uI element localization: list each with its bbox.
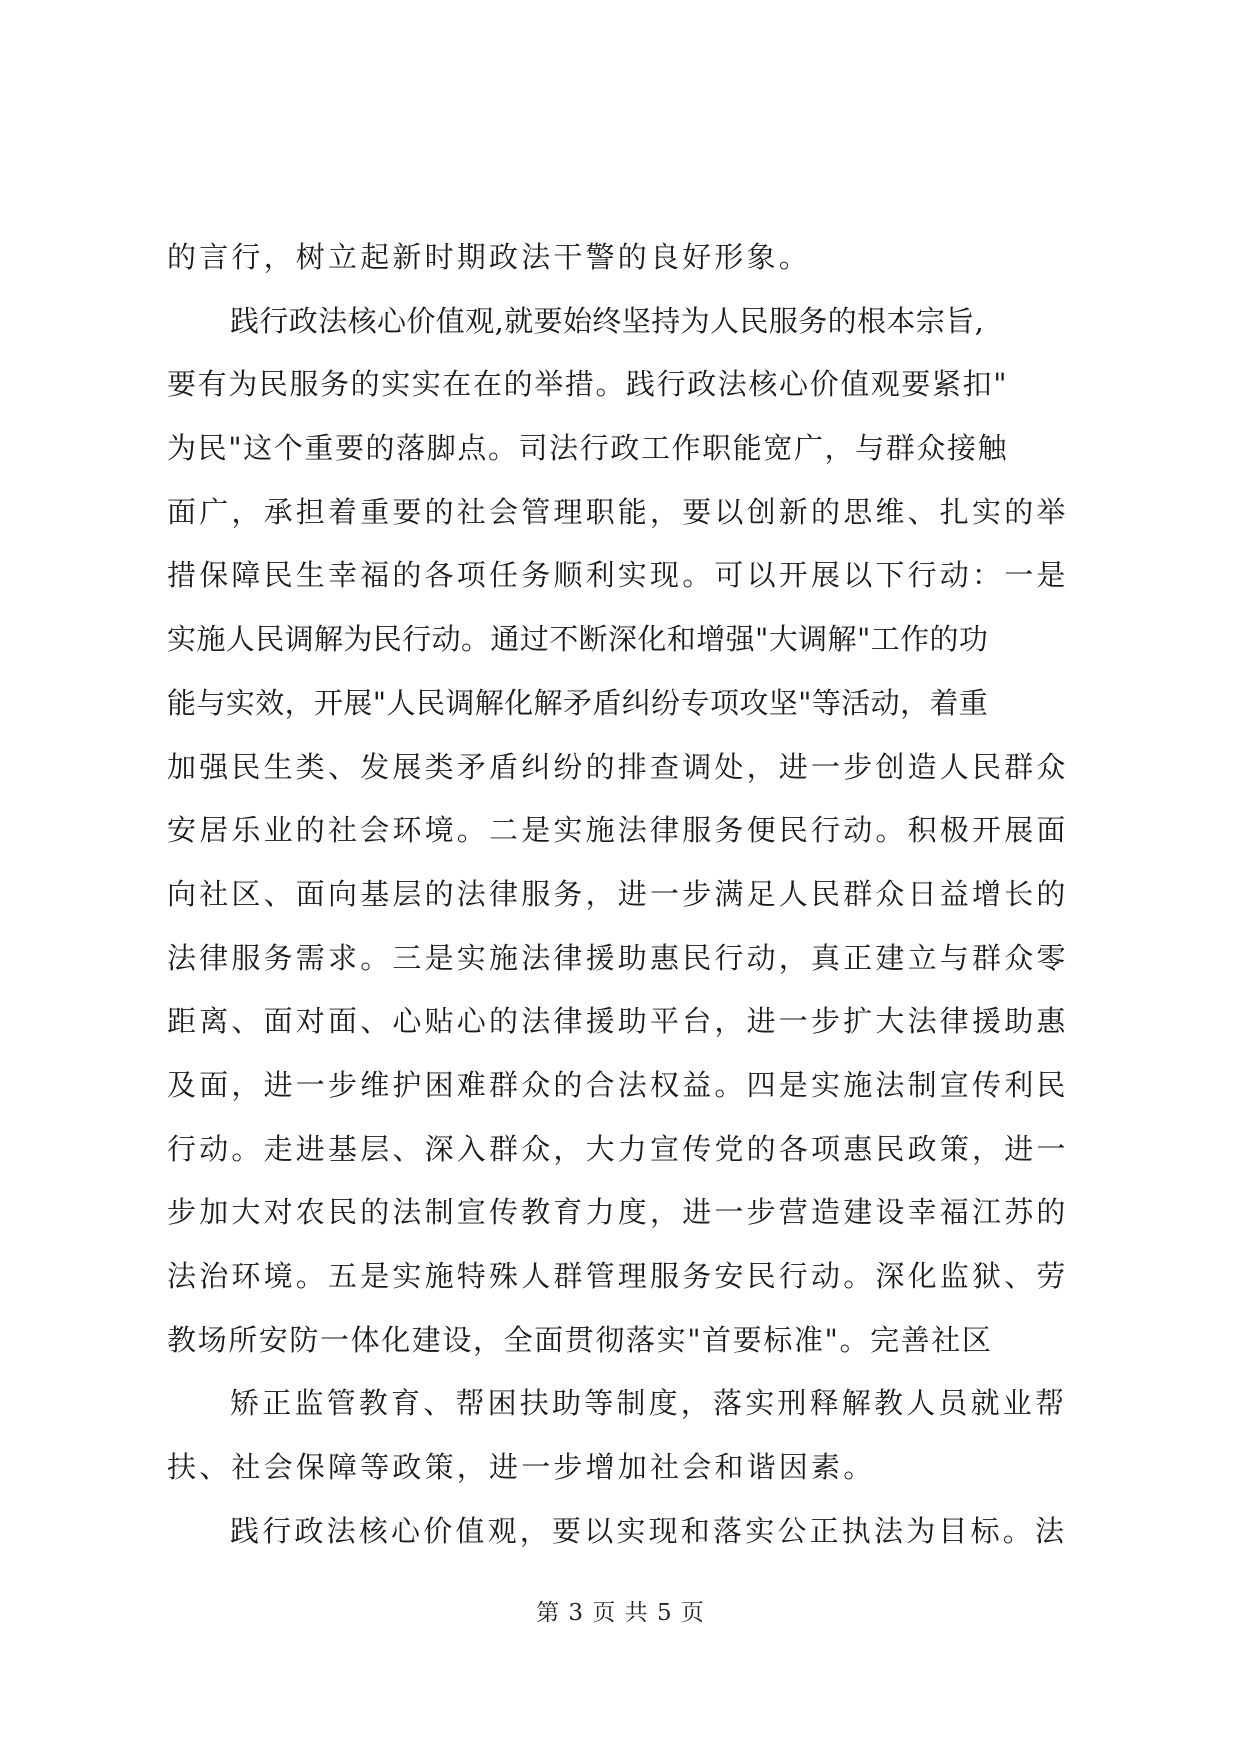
text-line: 教场所安防一体化建设，全面贯彻落实"首要标准"。完善社区: [167, 1322, 993, 1357]
text-line: 矫正监管教育、帮困扶助等制度，落实刑释解教人员就业帮: [230, 1386, 1068, 1421]
text-line: 面广，承担着重要的社会管理职能，要以创新的思维、扎实的举: [167, 494, 1069, 529]
text-line: 践行政法核心价值观,就要始终坚持为人民服务的根本宗旨,: [230, 303, 985, 338]
text-line: 及面，进一步维护困难群众的合法权益。四是实施法制宣传利民: [167, 1067, 1069, 1102]
text-line: 法治环境。五是实施特殊人群管理服务安民行动。深化监狱、劳: [167, 1259, 1069, 1293]
body-text: [167, 226, 1082, 1563]
text-line: 步加大对农民的法制宣传教育力度，进一步营造建设幸福江苏的: [167, 1195, 1069, 1230]
text-line: 践行政法核心价值观，要以实现和落实公正执法为目标。法: [230, 1513, 1068, 1548]
text-line: 法律服务需求。三是实施法律援助惠民行动，真正建立与群众零: [167, 940, 1069, 975]
text-line: 行动。走进基层、深入群众，大力宣传党的各项惠民政策，进一: [167, 1131, 1069, 1166]
page-number-footer: 第 3 页 共 5 页: [536, 1600, 705, 1626]
text-line: 扶、社会保障等政策，进一步增加社会和谐因素。: [167, 1450, 876, 1485]
text-line: 距离、面对面、心贴心的法律援助平台，进一步扩大法律援助惠: [167, 1004, 1069, 1039]
text-line: 措保障民生幸福的各项任务顺利实现。可以开展以下行动：一是: [167, 558, 1069, 593]
text-line: 向社区、面向基层的法律服务，进一步满足人民群众日益增长的: [167, 876, 1069, 911]
text-line: 为民"这个重要的落脚点。司法行政工作职能宽广，与群众接触: [167, 431, 1009, 466]
text-line: 加强民生类、发展类矛盾纠纷的排查调处，进一步创造人民群众: [167, 749, 1069, 784]
text-line: 实施人民调解为民行动。通过不断深化和增强"大调解"工作的功: [167, 622, 989, 657]
text-line: 安居乐业的社会环境。二是实施法律服务便民行动。积极开展面: [167, 813, 1069, 848]
text-line: 能与实效，开展"人民调解化解矛盾纠纷专项攻坚"等活动，着重: [167, 685, 989, 720]
text-line: 要有为民服务的实实在在的举措。践行政法核心价值观要紧扣": [167, 367, 1009, 402]
text-line: 的言行，树立起新时期政法干警的良好形象。: [167, 240, 812, 274]
